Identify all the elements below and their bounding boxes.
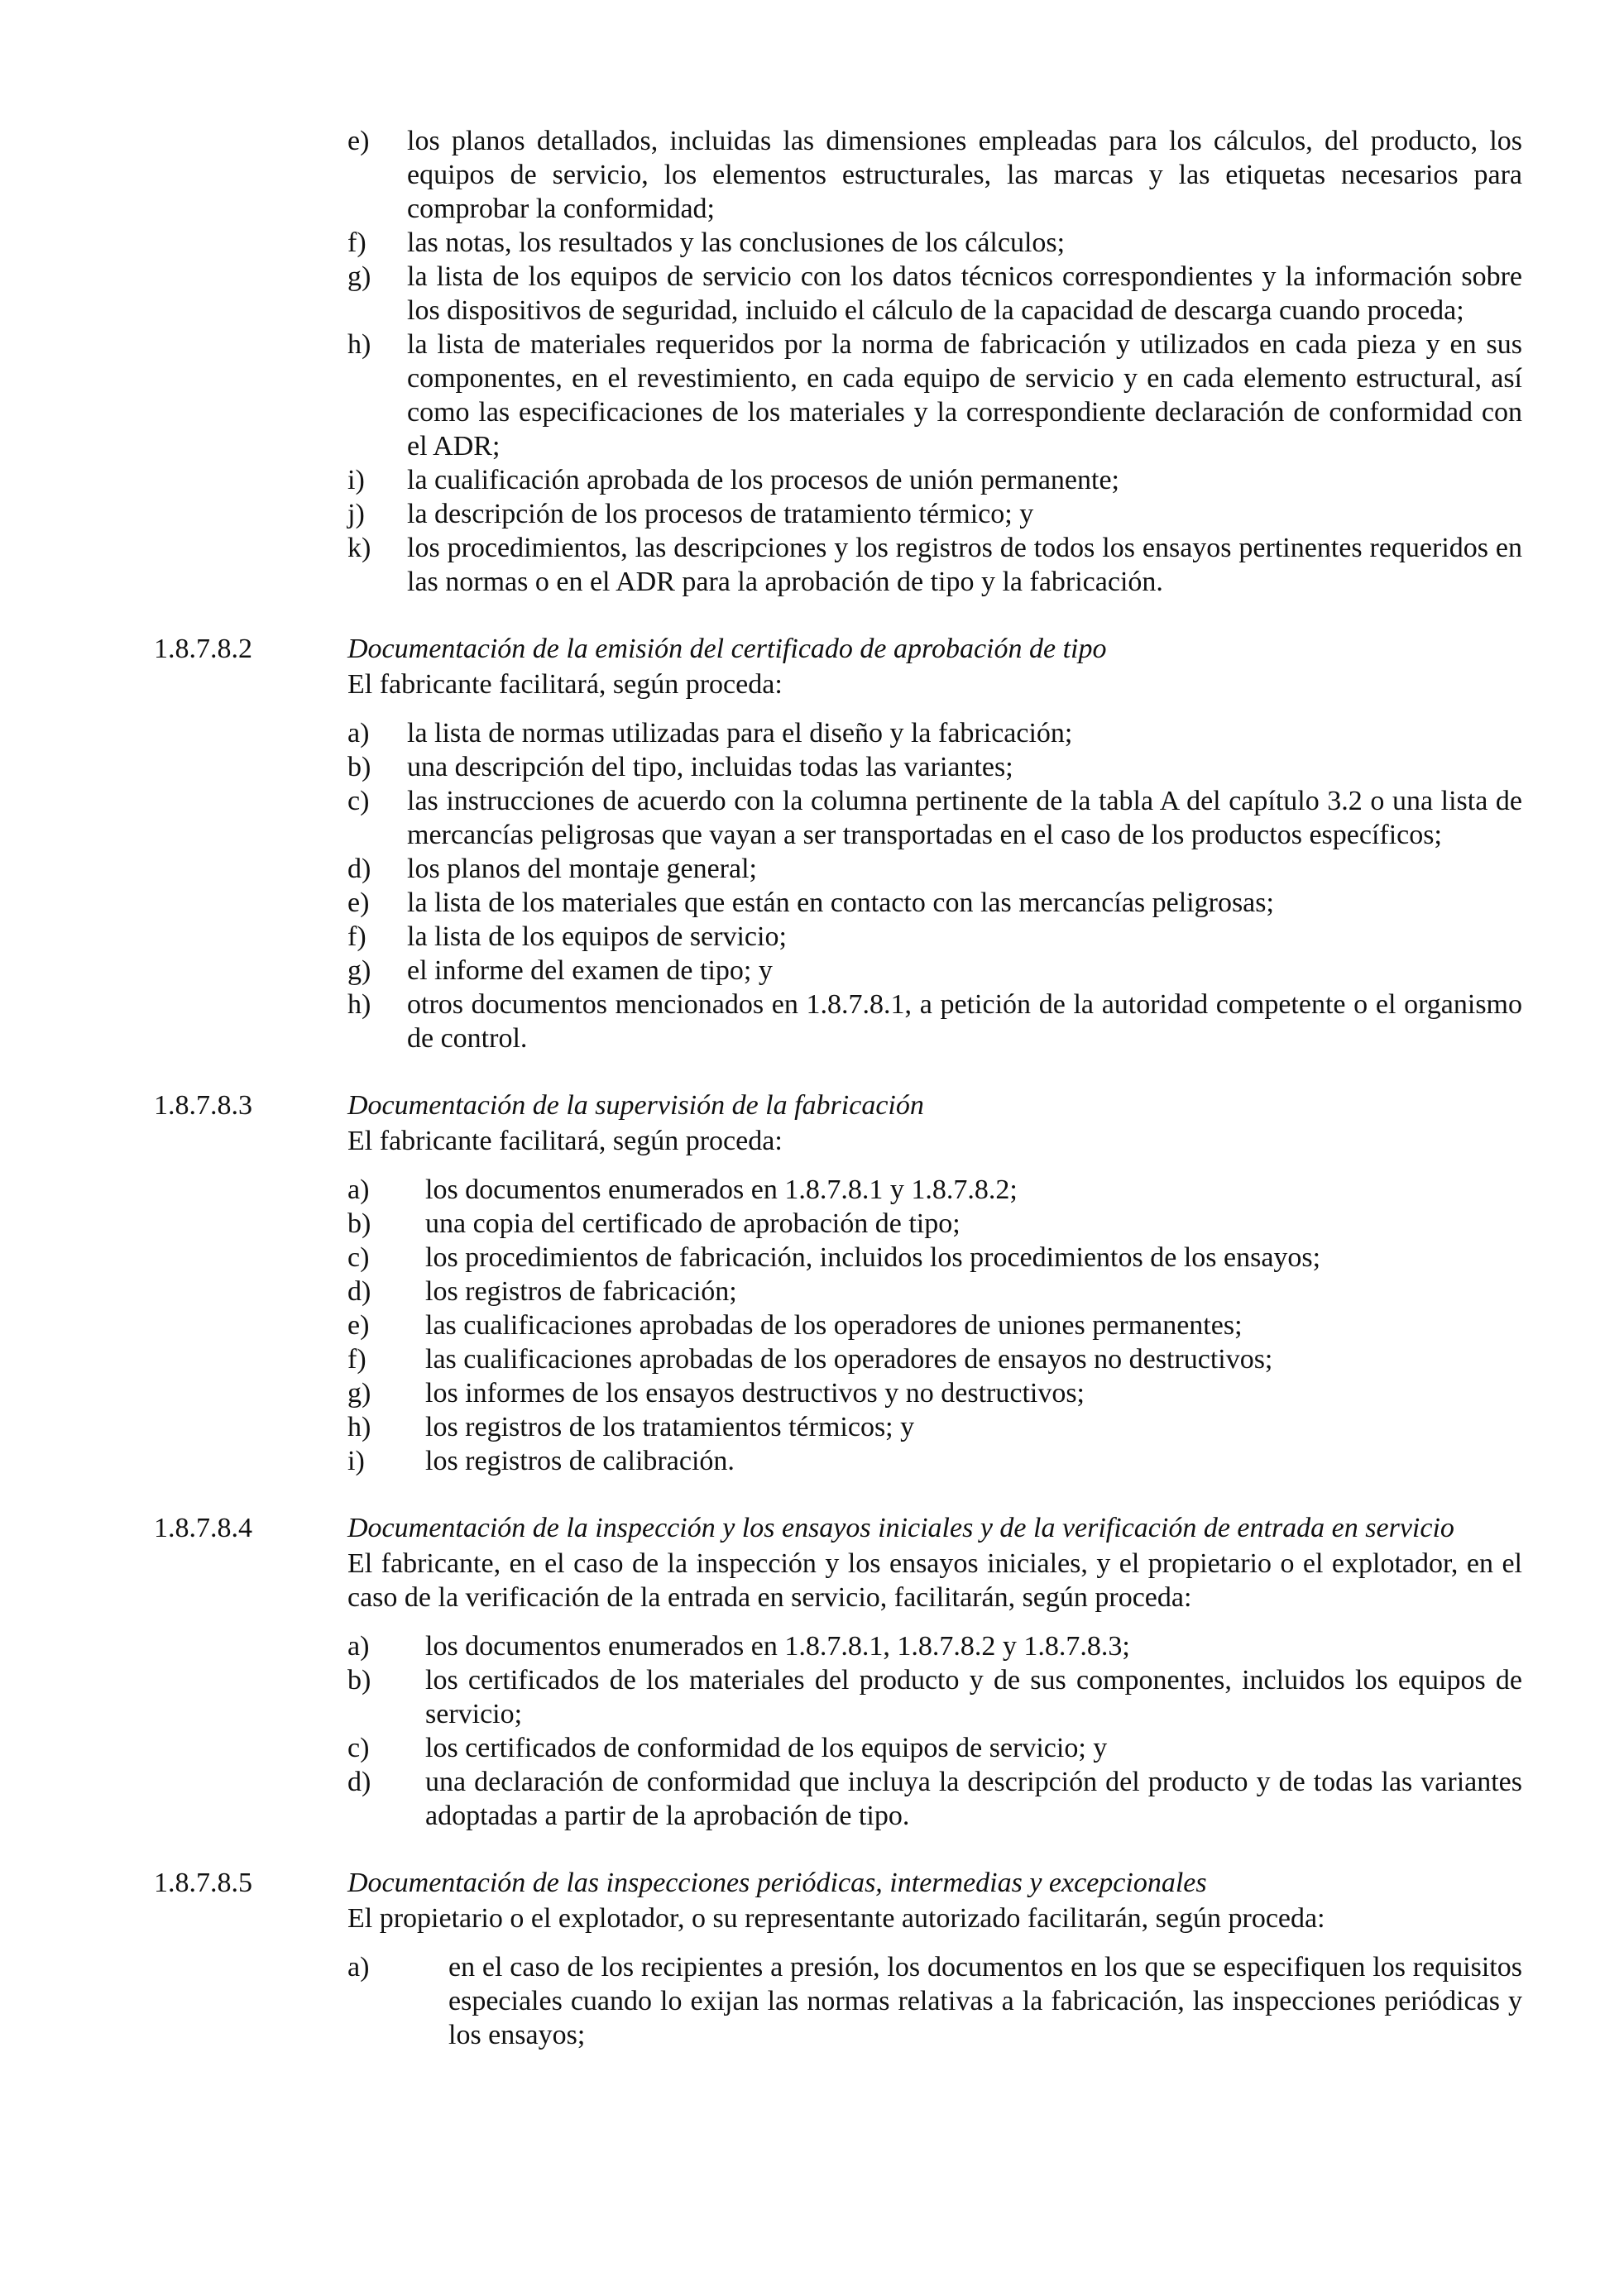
list-item bbox=[347, 260, 1522, 328]
list-marker: f) bbox=[347, 921, 366, 952]
list-item bbox=[347, 920, 1522, 954]
section-list bbox=[347, 716, 1522, 1055]
list-marker: h) bbox=[347, 329, 371, 360]
list-item bbox=[347, 1207, 1522, 1241]
section-heading bbox=[0, 1088, 1522, 1122]
list-item bbox=[347, 1410, 1522, 1444]
list-item bbox=[347, 497, 1522, 531]
list-marker: g) bbox=[347, 261, 371, 292]
list-item-text: los registros de calibración. bbox=[425, 1446, 735, 1476]
list-item-text: los registros de los tratamientos térmicos; y bbox=[425, 1412, 915, 1442]
section-intro: El propietario o el explotador, o su representante autorizado facilitarán, según proceda: bbox=[347, 1903, 1325, 1934]
section-1-8-7-8-2 bbox=[0, 632, 1624, 1055]
section-title: Documentación de la supervisión de la fabricación bbox=[347, 1090, 924, 1121]
list-item-text: la descripción de los procesos de tratamiento térmico; y bbox=[407, 499, 1034, 529]
section-1-8-7-8-3 bbox=[0, 1088, 1624, 1478]
list-item-text: la lista de los materiales que están en contacto con las mercancías peligrosas; bbox=[407, 887, 1274, 918]
list-marker: c) bbox=[347, 1733, 370, 1763]
list-item-text: los informes de los ensayos destructivos y no destructivos; bbox=[425, 1378, 1085, 1409]
list-marker: k) bbox=[347, 533, 371, 563]
section-intro: El fabricante, en el caso de la inspección y los ensayos iniciales, y el propietario o el explotador, en el caso de la verificación de la entrada en servicio, facilitarán, según proceda: bbox=[347, 1548, 1522, 1613]
section-list bbox=[347, 1173, 1522, 1478]
list-item bbox=[347, 1173, 1522, 1207]
list-marker: e) bbox=[347, 126, 370, 156]
section-number: 1.8.7.8.2 bbox=[154, 634, 252, 664]
list-item bbox=[347, 886, 1522, 920]
list-item-text: la cualificación aprobada de los procesos de unión permanente; bbox=[407, 465, 1119, 495]
section-heading bbox=[0, 1866, 1522, 1900]
section-number: 1.8.7.8.4 bbox=[154, 1513, 252, 1543]
list-item-text: los planos del montaje general; bbox=[407, 854, 757, 884]
section-title: Documentación de las inspecciones periódicas, intermedias y excepcionales bbox=[347, 1868, 1207, 1898]
list-item bbox=[347, 750, 1522, 784]
section-heading bbox=[0, 1511, 1522, 1545]
list-item bbox=[347, 852, 1522, 886]
list-marker: a) bbox=[347, 1174, 370, 1205]
list-item-text: los procedimientos, las descripciones y los registros de todos los ensayos pertinentes requeridos en las normas o en el ADR para la aprobación de tipo y la fabricación. bbox=[407, 533, 1522, 597]
list-item bbox=[347, 1376, 1522, 1410]
list-item-text: una copia del certificado de aprobación de tipo; bbox=[425, 1208, 961, 1239]
list-item-text: los certificados de los materiales del producto y de sus componentes, incluidos los equipos de servicio; bbox=[425, 1665, 1522, 1729]
list-item-text: la lista de los equipos de servicio; bbox=[407, 921, 787, 952]
list-item-text: los registros de fabricación; bbox=[425, 1276, 737, 1307]
list-marker: a) bbox=[347, 1952, 370, 1983]
list-item-text: las cualificaciones aprobadas de los operadores de ensayos no destructivos; bbox=[425, 1344, 1273, 1375]
list-item-text: los planos detallados, incluidas las dimensiones empleadas para los cálculos, del producto, los equipos de servicio, los elementos estructurales, las marcas y las etiquetas necesarios para comprobar la conformidad; bbox=[407, 126, 1522, 224]
list-item-text: el informe del examen de tipo; y bbox=[407, 955, 773, 986]
section-list bbox=[347, 1950, 1522, 2052]
list-item-text: las instrucciones de acuerdo con la columna pertinente de la tabla A del capítulo 3.2 o una lista de mercancías peligrosas que vayan a ser transportadas en el caso de los productos específicos; bbox=[407, 786, 1522, 850]
list-item-text: las cualificaciones aprobadas de los operadores de uniones permanentes; bbox=[425, 1310, 1243, 1341]
list-marker: d) bbox=[347, 1767, 371, 1797]
list-marker: f) bbox=[347, 1344, 366, 1375]
list-marker: g) bbox=[347, 1378, 371, 1409]
list-marker: b) bbox=[347, 1208, 371, 1239]
list-item bbox=[347, 1444, 1522, 1478]
list-marker: c) bbox=[347, 786, 370, 816]
section-1-8-7-8-4 bbox=[0, 1511, 1624, 1833]
list-item bbox=[347, 1241, 1522, 1275]
list-marker: d) bbox=[347, 1276, 371, 1307]
list-marker: e) bbox=[347, 1310, 370, 1341]
list-item bbox=[347, 1663, 1522, 1731]
continued-list bbox=[347, 124, 1522, 599]
list-marker: f) bbox=[347, 227, 366, 258]
section-list bbox=[347, 1629, 1522, 1833]
list-item bbox=[347, 531, 1522, 599]
list-item-text: una descripción del tipo, incluidas todas las variantes; bbox=[407, 752, 1013, 782]
list-item-text: los procedimientos de fabricación, incluidos los procedimientos de los ensayos; bbox=[425, 1242, 1321, 1273]
list-item-text: una declaración de conformidad que incluya la descripción del producto y de todas las variantes adoptadas a partir de la aprobación de tipo. bbox=[425, 1767, 1522, 1831]
section-title: Documentación de la emisión del certificado de aprobación de tipo bbox=[347, 634, 1107, 664]
list-marker: b) bbox=[347, 752, 371, 782]
section-intro: El fabricante facilitará, según proceda: bbox=[347, 1126, 783, 1156]
section-title: Documentación de la inspección y los ensayos iniciales y de la verificación de entrada en servicio bbox=[347, 1513, 1454, 1543]
list-item bbox=[347, 463, 1522, 497]
list-marker: d) bbox=[347, 854, 371, 884]
list-item bbox=[347, 1731, 1522, 1765]
list-marker: c) bbox=[347, 1242, 370, 1273]
list-item-text: los documentos enumerados en 1.8.7.8.1 y 1.8.7.8.2; bbox=[425, 1174, 1018, 1205]
list-item-text: las notas, los resultados y las conclusiones de los cálculos; bbox=[407, 227, 1066, 258]
list-marker: b) bbox=[347, 1665, 371, 1696]
list-item bbox=[347, 1275, 1522, 1308]
list-item bbox=[347, 124, 1522, 226]
list-item bbox=[347, 1950, 1522, 2052]
list-marker: j) bbox=[347, 499, 365, 529]
list-marker: i) bbox=[347, 1446, 365, 1476]
list-marker: a) bbox=[347, 718, 370, 749]
list-marker: i) bbox=[347, 465, 365, 495]
section-number: 1.8.7.8.3 bbox=[154, 1090, 252, 1121]
section-number: 1.8.7.8.5 bbox=[154, 1868, 252, 1898]
list-item bbox=[347, 1342, 1522, 1376]
list-item bbox=[347, 226, 1522, 260]
list-item-text: la lista de materiales requeridos por la norma de fabricación y utilizados en cada pieza y en sus componentes, en el revestimiento, en cada equipo de servicio y en cada elemento estructural, así como las especificaciones de los materiales y la correspondiente declaración de conformidad con el ADR; bbox=[407, 329, 1522, 462]
list-item-text: en el caso de los recipientes a presión, los documentos en los que se especifiquen los requisitos especiales cuando lo exijan las normas relativas a la fabricación, las inspecciones periódicas y los ensayos; bbox=[448, 1952, 1522, 2050]
list-marker: g) bbox=[347, 955, 371, 986]
list-item bbox=[347, 988, 1522, 1055]
list-item-text: otros documentos mencionados en 1.8.7.8.1, a petición de la autoridad competente o el organismo de control. bbox=[407, 989, 1522, 1054]
section-intro: El fabricante facilitará, según proceda: bbox=[347, 669, 783, 700]
list-item bbox=[347, 1308, 1522, 1342]
list-item-text: los documentos enumerados en 1.8.7.8.1, 1.8.7.8.2 y 1.8.7.8.3; bbox=[425, 1631, 1130, 1662]
list-item-text: la lista de los equipos de servicio con los datos técnicos correspondientes y la información sobre los dispositivos de seguridad, incluido el cálculo de la capacidad de descarga cuando proceda; bbox=[407, 261, 1522, 326]
list-item-text: la lista de normas utilizadas para el diseño y la fabricación; bbox=[407, 718, 1073, 749]
section-heading bbox=[0, 632, 1522, 666]
list-marker: h) bbox=[347, 1412, 371, 1442]
list-marker: h) bbox=[347, 989, 371, 1020]
list-marker: e) bbox=[347, 887, 370, 918]
list-item bbox=[347, 1629, 1522, 1663]
list-item bbox=[347, 784, 1522, 852]
list-item bbox=[347, 716, 1522, 750]
list-item bbox=[347, 328, 1522, 463]
list-item bbox=[347, 954, 1522, 988]
list-item-text: los certificados de conformidad de los equipos de servicio; y bbox=[425, 1733, 1108, 1763]
list-item bbox=[347, 1765, 1522, 1833]
section-1-8-7-8-5 bbox=[0, 1866, 1624, 2052]
list-marker: a) bbox=[347, 1631, 370, 1662]
